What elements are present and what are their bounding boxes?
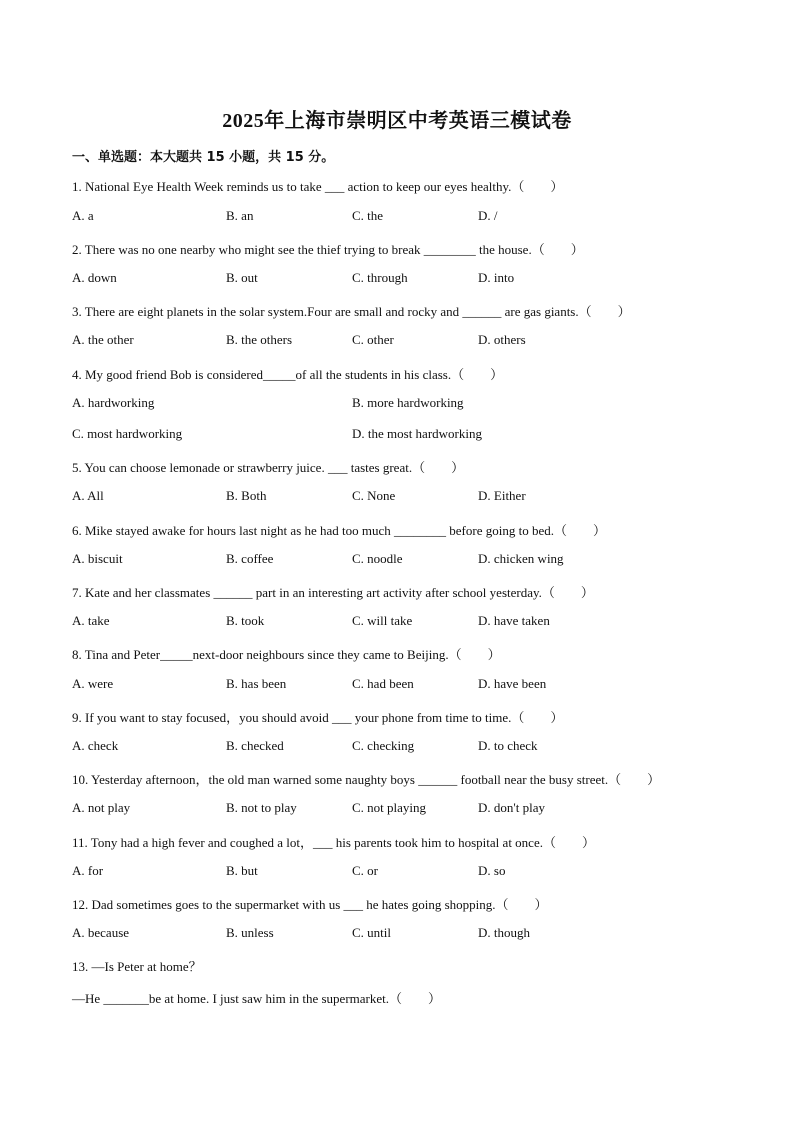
option-b: B. Both: [226, 488, 267, 503]
option-c: C. checking: [352, 738, 415, 753]
option-a: A. because: [72, 925, 130, 940]
option-c: C. noodle: [352, 551, 403, 566]
option-row: [72, 488, 722, 506]
option-b: B. unless: [226, 925, 274, 940]
option-row: [72, 925, 722, 943]
option-b: B. an: [226, 208, 254, 223]
question-text: 13. —Is Peter at home？: [72, 959, 202, 974]
option-a: A. All: [72, 488, 104, 503]
option-row: [72, 208, 722, 226]
option-a: A. for: [72, 863, 104, 878]
option-d: D. so: [478, 863, 506, 878]
option-b: B. took: [226, 613, 265, 628]
option-a: A. the other: [72, 332, 134, 347]
option-c: C. or: [352, 863, 378, 878]
option-c: C. most hardworking: [72, 426, 183, 441]
option-row: [72, 551, 722, 569]
option-a: A. biscuit: [72, 551, 123, 566]
option-b: B. more hardworking: [352, 395, 464, 410]
option-a: A. hardworking: [72, 395, 155, 410]
option-d: D. /: [478, 208, 498, 223]
option-a: A. were: [72, 676, 114, 691]
option-c: C. will take: [352, 613, 413, 628]
question-dialogue-line: —He _______be at home. I just saw him in the supermarket.（ ）: [72, 991, 441, 1006]
option-d: D. the most hardworking: [352, 426, 482, 441]
option-row: [72, 738, 722, 756]
option-d: D. though: [478, 925, 530, 940]
option-row: [72, 395, 722, 413]
option-b: B. but: [226, 863, 258, 878]
option-b: B. the others: [226, 332, 293, 347]
option-d: D. have been: [478, 676, 547, 691]
option-d: D. don't play: [478, 800, 545, 815]
option-d: D. Either: [478, 488, 526, 503]
option-b: B. checked: [226, 738, 284, 753]
question-text: 4. My good friend Bob is considered_____of all the students in his class.（ ）: [72, 367, 504, 382]
option-a: A. a: [72, 208, 94, 223]
option-d: D. chicken wing: [478, 551, 564, 566]
option-row: [72, 332, 722, 350]
option-c: C. through: [352, 270, 408, 285]
option-row: [72, 613, 722, 631]
question-text: 6. Mike stayed awake for hours last night as he had too much ________ before going to bed.（ ）: [72, 523, 606, 538]
option-row: [72, 270, 722, 288]
option-b: B. has been: [226, 676, 287, 691]
option-d: D. have taken: [478, 613, 550, 628]
option-c: C. None: [352, 488, 396, 503]
option-a: A. take: [72, 613, 110, 628]
question-text: 2. There was no one nearby who might see the thief trying to break ________ the house.（ ）: [72, 242, 584, 257]
option-a: A. down: [72, 270, 117, 285]
option-c: C. the: [352, 208, 384, 223]
option-row: [72, 863, 722, 881]
option-c: C. other: [352, 332, 394, 347]
option-c: C. until: [352, 925, 392, 940]
question-text: 12. Dad sometimes goes to the supermarket with us ___ he hates going shopping.（ ）: [72, 897, 548, 912]
option-row: [72, 426, 722, 444]
option-d: D. to check: [478, 738, 538, 753]
question-text: 5. You can choose lemonade or strawberry juice. ___ tastes great.（ ）: [72, 460, 465, 475]
question-text: 7. Kate and her classmates ______ part in an interesting art activity after school yesterday.（ ）: [72, 585, 594, 600]
section-heading: 一、单选题：本大题共 15 小题，共 15 分。: [72, 150, 335, 165]
option-b: B. not to play: [226, 800, 297, 815]
question-text: 9. If you want to stay focused，you should avoid ___ your phone from time to time.（ ）: [72, 710, 564, 725]
option-d: D. into: [478, 270, 515, 285]
option-c: C. had been: [352, 676, 414, 691]
option-row: [72, 676, 722, 694]
option-row: [72, 800, 722, 818]
page-title: 2025年上海市崇明区中考英语三模试卷: [222, 110, 572, 132]
question-text: 3. There are eight planets in the solar system.Four are small and rocky and ______ are gas giants.（ ）: [72, 304, 631, 319]
option-d: D. others: [478, 332, 526, 347]
question-text: 1. National Eye Health Week reminds us to take ___ action to keep our eyes healthy.（ ）: [72, 179, 564, 194]
question-text: 11. Tony had a high fever and coughed a lot，___ his parents took him to hospital at once.（ ）: [72, 835, 595, 850]
option-a: A. check: [72, 738, 119, 753]
option-a: A. not play: [72, 800, 131, 815]
option-b: B. out: [226, 270, 258, 285]
question-text: 10. Yesterday afternoon，the old man warned some naughty boys ______ football near the busy street.（ ）: [72, 772, 661, 787]
question-text: 8. Tina and Peter_____next-door neighbours since they came to Beijing.（ ）: [72, 647, 501, 662]
option-c: C. not playing: [352, 800, 427, 815]
option-b: B. coffee: [226, 551, 274, 566]
